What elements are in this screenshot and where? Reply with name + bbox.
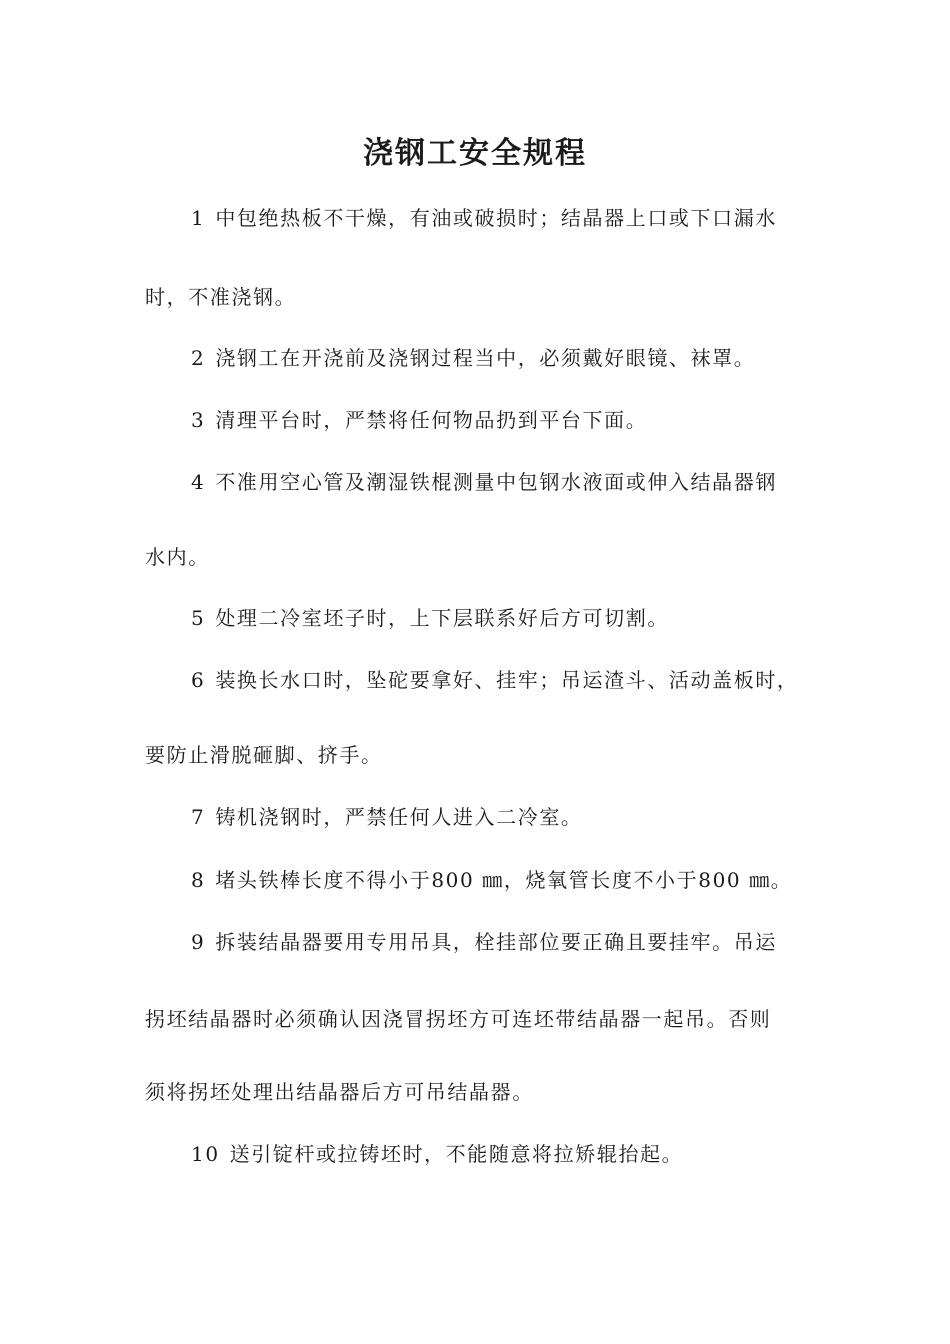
rule-6-line-2: 要防止滑脱砸脚、挤手。 <box>145 743 383 767</box>
document-title: 浇钢工安全规程 <box>363 136 587 171</box>
rule-text: 处理二冷室坯子时，上下层联系好后方可切割。 <box>215 606 669 630</box>
rule-number: 8 <box>191 868 206 892</box>
rule-9-line-3: 须将拐坯处理出结晶器后方可吊结晶器。 <box>145 1080 534 1104</box>
rule-number: 5 <box>191 606 206 630</box>
rule-number: 6 <box>191 668 206 692</box>
rule-text: 浇钢工在开浇前及浇钢过程当中，必须戴好眼镜、袜罩。 <box>215 346 756 370</box>
rule-text: 清理平台时，严禁将任何物品扔到平台下面。 <box>215 408 648 432</box>
rule-text: 不准用空心管及潮湿铁棍测量中包钢水液面或伸入结晶器钢 <box>215 470 777 494</box>
rule-text: 送引锭杆或拉铸坯时，不能随意将拉矫辊抬起。 <box>229 1142 684 1166</box>
rule-6-line-1 <box>191 666 861 694</box>
rule-number: 7 <box>191 805 206 829</box>
rule-10 <box>191 1140 861 1168</box>
rule-text: 拆装结晶器要用专用吊具，栓挂部位要正确且要挂牢。吊运 <box>215 930 777 954</box>
rule-number: 4 <box>191 470 206 494</box>
rule-4-line-2: 水内。 <box>145 545 210 569</box>
rule-8 <box>191 866 861 894</box>
rule-text: 铸机浇钢时，严禁任何人进入二冷室。 <box>215 805 583 829</box>
rule-1-line-1 <box>191 204 861 232</box>
rule-2 <box>191 344 861 372</box>
rule-4-line-1 <box>191 468 861 496</box>
rule-7 <box>191 803 861 831</box>
rule-number: 10 <box>191 1142 220 1166</box>
rule-text: 装换长水口时，坠砣要拿好、挂牢；吊运渣斗、活动盖板时， <box>215 668 799 692</box>
rule-3 <box>191 406 861 434</box>
rule-5 <box>191 604 861 632</box>
rule-number: 9 <box>191 930 206 954</box>
rule-number: 2 <box>191 346 206 370</box>
rule-1-line-2: 时，不准浇钢。 <box>145 285 297 309</box>
rule-text: 中包绝热板不干燥，有油或破损时；结晶器上口或下口漏水 <box>215 206 777 230</box>
rule-9-line-1 <box>191 928 861 956</box>
rule-9-line-2: 拐坯结晶器时必须确认因浇冒拐坯方可连坯带结晶器一起吊。否则 <box>145 1007 772 1031</box>
rule-text: 堵头铁棒长度不得小于800 ㎜，烧氧管长度不小于800 ㎜。 <box>215 868 793 892</box>
rule-number: 1 <box>191 206 206 230</box>
rule-number: 3 <box>191 408 206 432</box>
